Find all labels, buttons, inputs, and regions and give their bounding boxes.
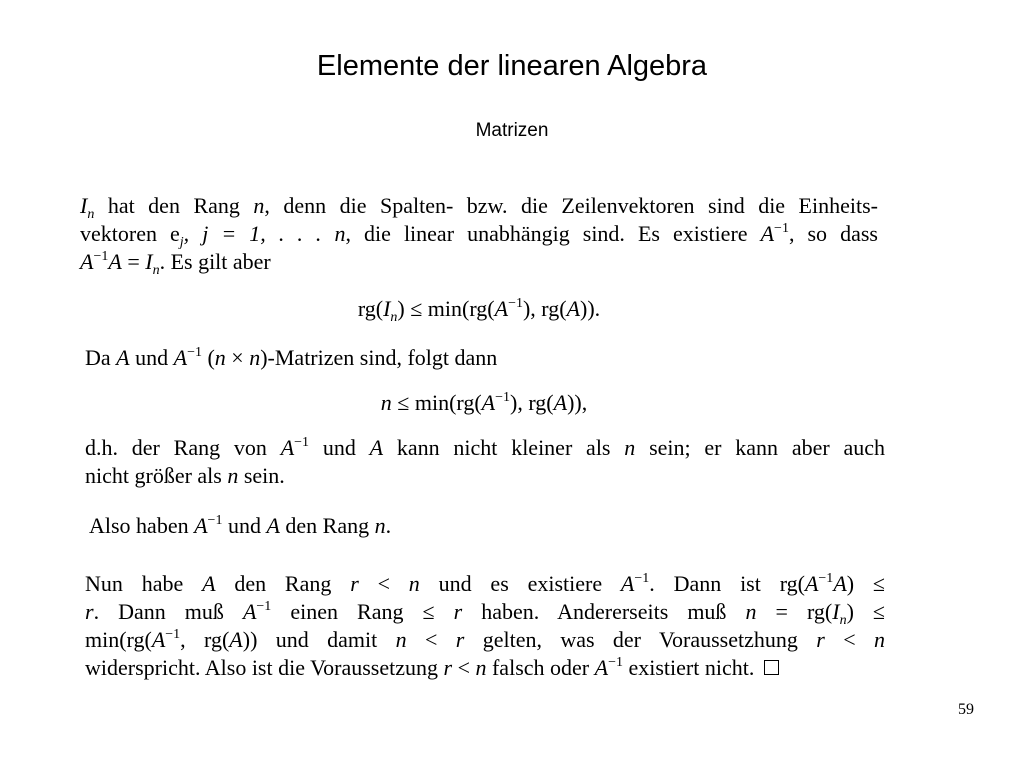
paragraph-contradiction-proof: Nun habe A den Rang r < n und es existiere $A^{-1}$. Dann ist $rg(A^{-1}A)$ ≤ r. Dann muß $A^{-1}$ einen Rang ≤ r haben. Andererseits muß $n = rg(I_n)$ ≤ $\min(rg(A^{-1}$, rg(A)) und damit n < r gelten, was der Voraussetzhung r < n widerspricht. Also ist die Voraussetzung r < n falsch oder $A^{-1}$ existiert nicht. xyxy=(85,571,886,680)
slide-subtitle: Matrizen xyxy=(475,120,549,141)
paragraph-rank-identity: $I_n$ hat den Rang n, denn die Spalten- bzw. die Zeilenvektoren sind die Einheits- vektoren $e_j$, j = 1, . . . n, die linear unabhängig sind. Es existiere $A^{-1}$, so dass $A^{-1}A = I_n$. Es gilt aber xyxy=(80,193,878,278)
page-number: 59 xyxy=(958,701,974,718)
formula-rank-inequality-1: $rg(I_n) \le \min(rg(A^{-1})$, rg(A)). xyxy=(357,296,601,325)
paragraph-conclusion: Also haben $A^{-1}$ und A den Rang n. xyxy=(89,513,392,538)
formula-rank-inequality-2: $n \le \min(rg(A^{-1})$, rg(A)), xyxy=(380,390,588,415)
paragraph-square-matrices: Da A und $A^{-1}$ (n × n)-Matrizen sind, folgt dann xyxy=(85,345,498,370)
paragraph-rank-bound: d.h. der Rang von $A^{-1}$ und A kann nicht kleiner als n sein; er kann aber auch nicht größer als n sein. xyxy=(85,435,886,488)
slide-title: Elemente der linearen Algebra xyxy=(316,50,708,82)
qed-square-icon xyxy=(764,660,779,675)
